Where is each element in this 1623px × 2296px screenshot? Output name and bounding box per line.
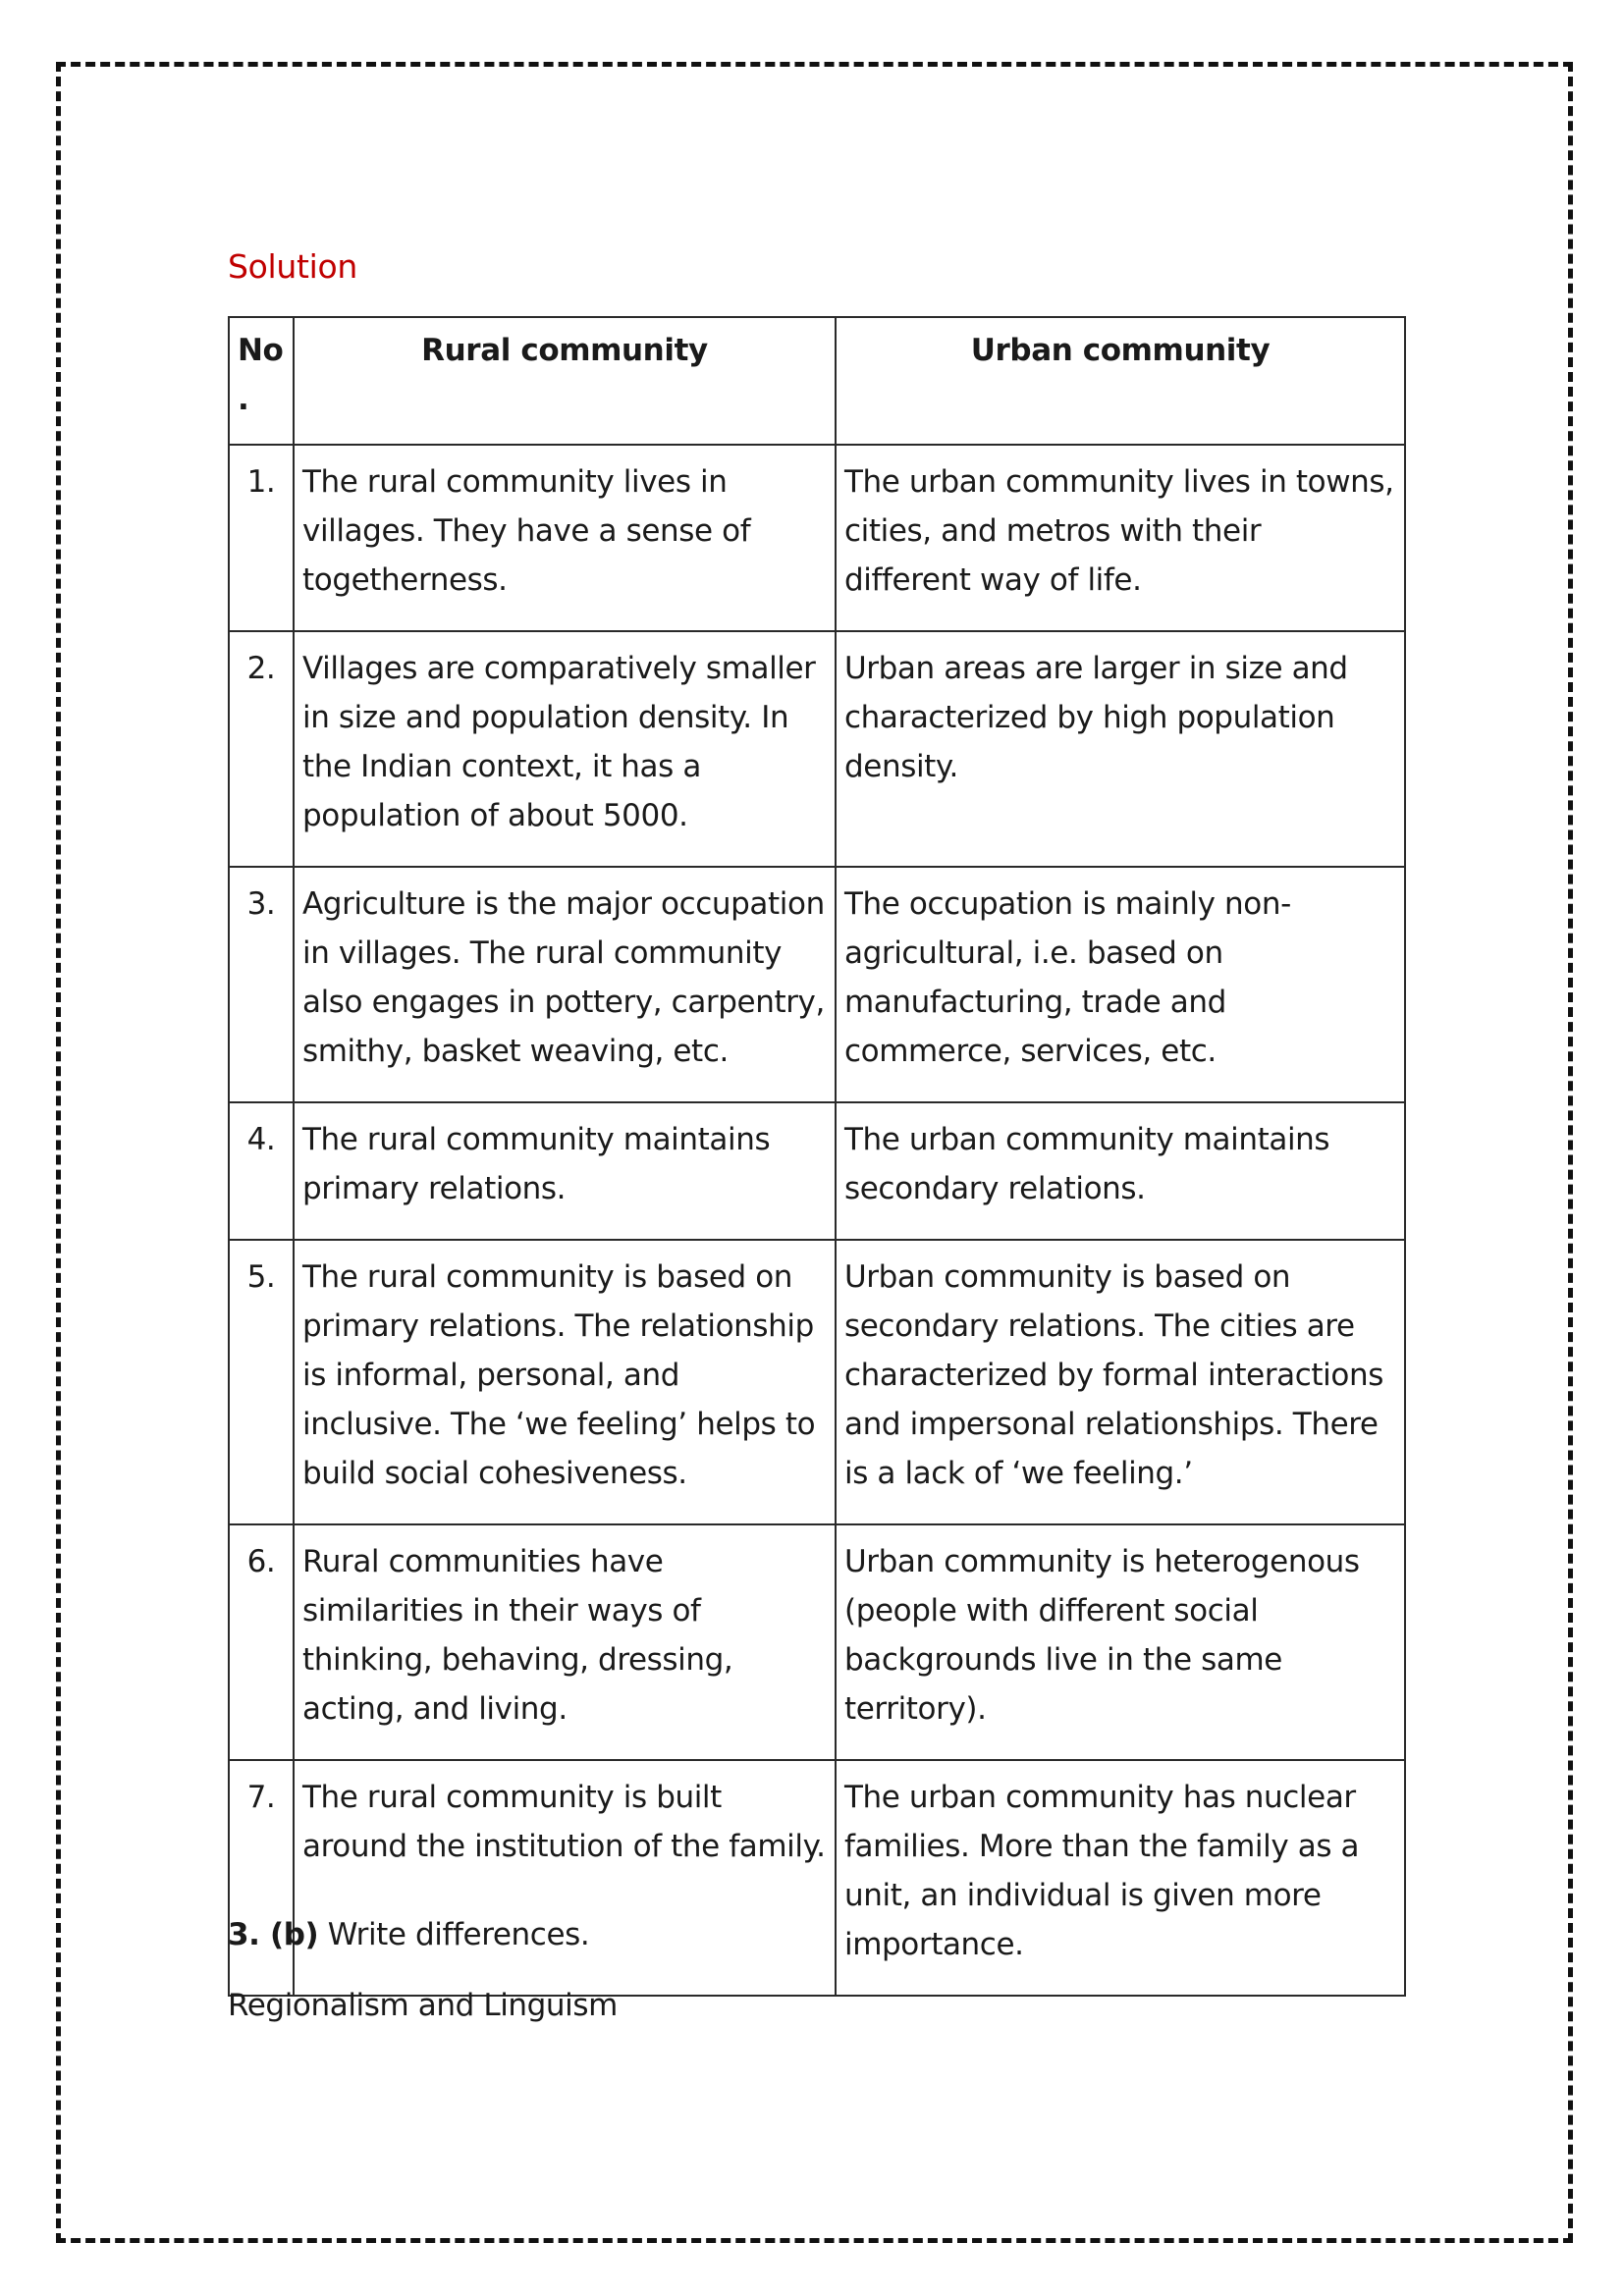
rural-cell: The rural community is based on primary relations. The relationship is informal, personal, and inclusive. The ‘we feeling’ helps to build social cohesiveness.: [294, 1240, 836, 1524]
row-number: 4.: [229, 1102, 294, 1240]
question-line: [228, 1917, 589, 1952]
rural-cell: Agriculture is the major occupation in villages. The rural community also engages in pottery, carpentry, smithy, basket weaving, etc.: [294, 867, 836, 1102]
table-row: [229, 1240, 1405, 1524]
table-row: [229, 1102, 1405, 1240]
header-no: No.: [229, 317, 294, 445]
question-number: 3. (b): [228, 1917, 319, 1952]
row-number: 2.: [229, 631, 294, 867]
row-number: 1.: [229, 445, 294, 631]
row-number: 3.: [229, 867, 294, 1102]
table-row: [229, 631, 1405, 867]
urban-cell: The occupation is mainly non-agricultural, i.e. based on manufacturing, trade and commerce, services, etc.: [836, 867, 1405, 1102]
table-row: [229, 1524, 1405, 1760]
table-row: [229, 445, 1405, 631]
rural-cell: The rural community is built around the institution of the family.: [294, 1760, 836, 1996]
urban-cell: The urban community lives in towns, cities, and metros with their different way of life.: [836, 445, 1405, 631]
rural-cell: The rural community maintains primary relations.: [294, 1102, 836, 1240]
row-number: 5.: [229, 1240, 294, 1524]
urban-cell: Urban community is based on secondary relations. The cities are characterized by formal interactions and impersonal relationships. There is a lack of ‘we feeling.’: [836, 1240, 1405, 1524]
urban-cell: Urban community is heterogenous (people with different social backgrounds live in the same territory).: [836, 1524, 1405, 1760]
table-row: [229, 1760, 1405, 1996]
rural-cell: Rural communities have similarities in their ways of thinking, behaving, dressing, acting, and living.: [294, 1524, 836, 1760]
rural-cell: Villages are comparatively smaller in size and population density. In the Indian context, it has a population of about 5000.: [294, 631, 836, 867]
table-row: [229, 867, 1405, 1102]
table-header-row: [229, 317, 1405, 445]
rural-cell: The rural community lives in villages. They have a sense of togetherness.: [294, 445, 836, 631]
header-rural: Rural community: [294, 317, 836, 445]
urban-cell: The urban community maintains secondary relations.: [836, 1102, 1405, 1240]
comparison-table: [228, 316, 1406, 1997]
urban-cell: Urban areas are larger in size and characterized by high population density.: [836, 631, 1405, 867]
solution-heading: Solution: [228, 247, 358, 286]
row-number: 6.: [229, 1524, 294, 1760]
question-text: Write differences.: [327, 1917, 590, 1952]
subtopic-text: Regionalism and Linguism: [228, 1988, 618, 2023]
header-urban: Urban community: [836, 317, 1405, 445]
urban-cell: The urban community has nuclear families. More than the family as a unit, an individual is given more importance.: [836, 1760, 1405, 1996]
row-number: 7.: [229, 1760, 294, 1996]
